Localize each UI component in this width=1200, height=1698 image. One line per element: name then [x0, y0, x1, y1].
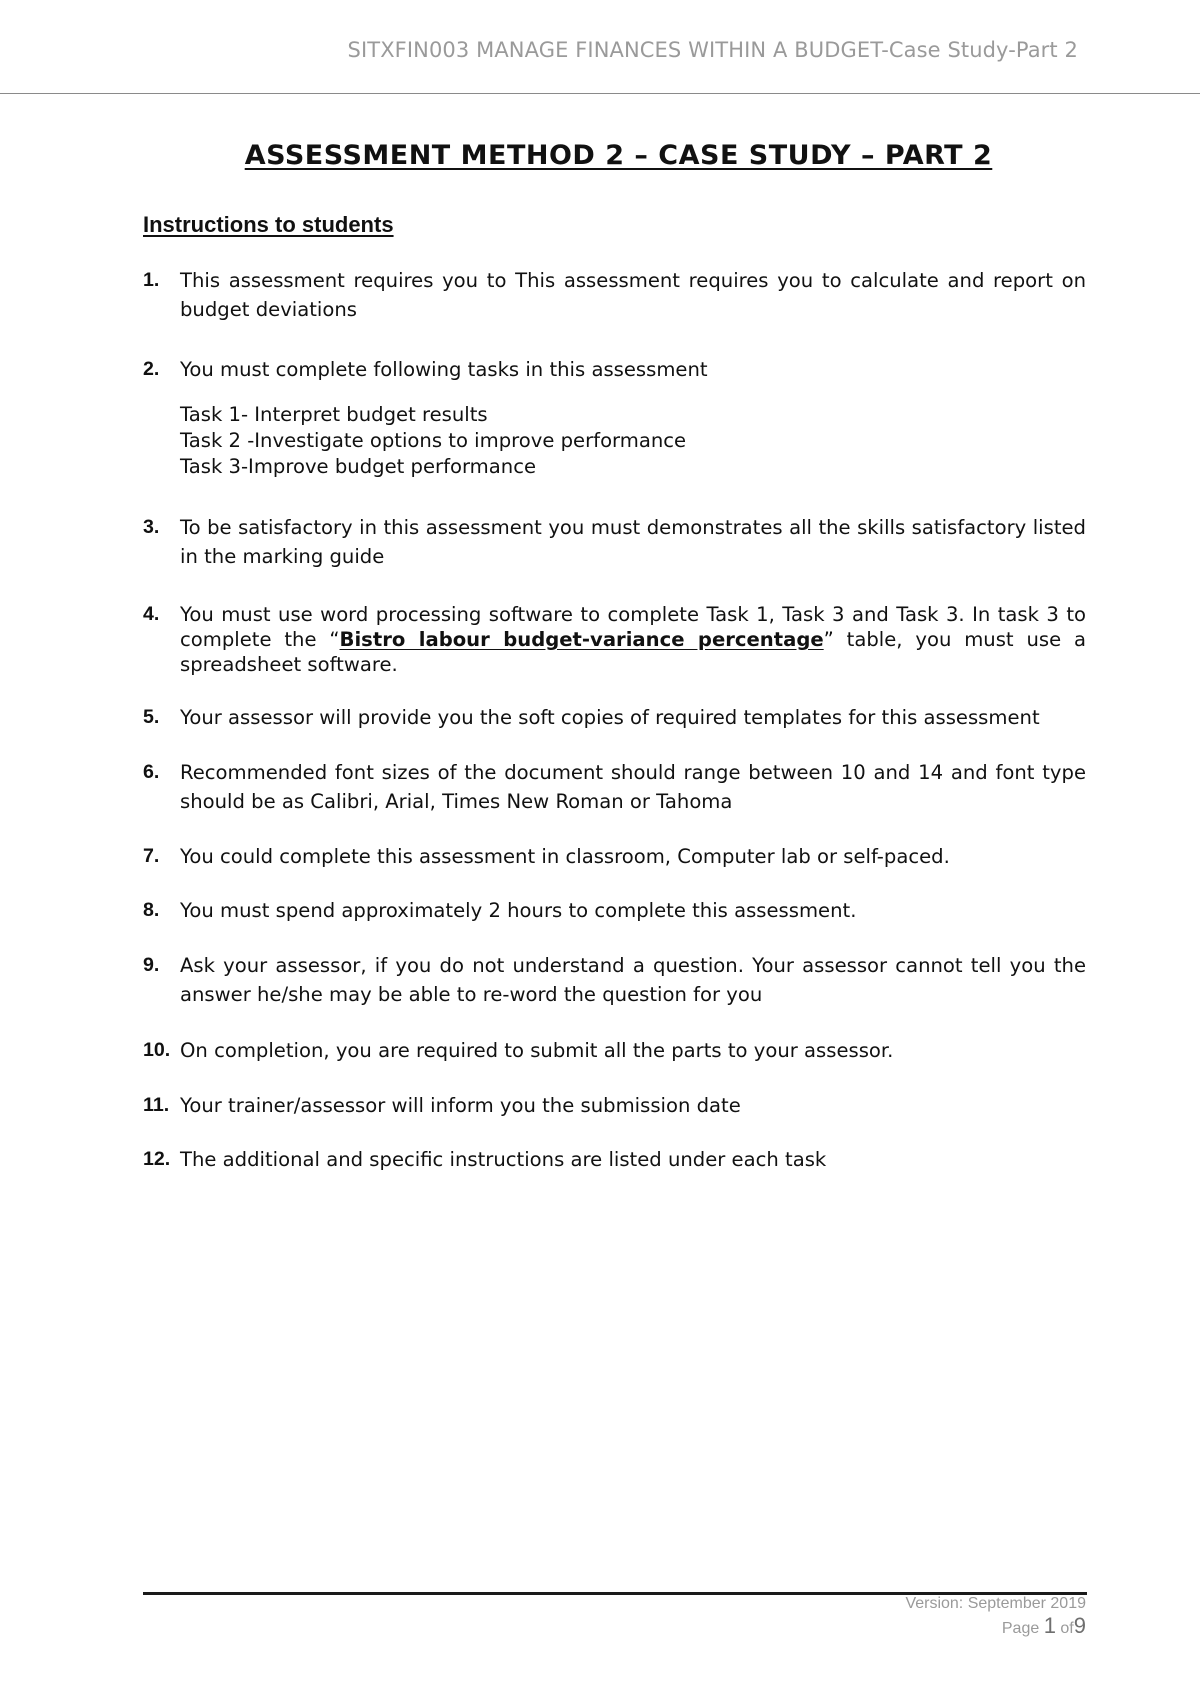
item-number: 2.	[143, 358, 160, 380]
instruction-item	[143, 1091, 1086, 1120]
section-heading: Instructions to students	[143, 212, 394, 237]
item-number: 1.	[143, 269, 160, 291]
item-number: 7.	[143, 845, 160, 867]
item-number: 9.	[143, 954, 160, 976]
item-number: 12.	[143, 1148, 171, 1170]
item-number: 8.	[143, 899, 160, 921]
instruction-item	[143, 1145, 1086, 1174]
task-list	[180, 402, 1086, 480]
task-line: Task 1- Interpret budget results	[180, 403, 488, 426]
item-text: You must spend approximately 2 hours to complete this assessment.	[180, 899, 857, 922]
task-line: Task 2 -Investigate options to improve performance	[180, 429, 687, 452]
item-text: Recommended font sizes of the document should range between 10 and 14 and font type should be as Calibri, Arial, Times New Roman or Tahoma	[180, 761, 1086, 813]
item-text: Ask your assessor, if you do not understand a question. Your assessor cannot tell you the answer he/she may be able to re-word the question for you	[180, 954, 1086, 1006]
page-label: Page	[1001, 1620, 1040, 1637]
task-line: Task 3-Improve budget performance	[180, 455, 537, 478]
page-current: 1	[1043, 1613, 1056, 1638]
page-number	[1002, 1613, 1086, 1639]
item-text: You must complete following tasks in this assessment	[180, 358, 708, 381]
item-number: 11.	[143, 1094, 170, 1116]
item-number: 4.	[143, 603, 160, 625]
item-text: This assessment requires you to This assessment requires you to calculate and report on budget deviations	[180, 269, 1086, 321]
item-number: 5.	[143, 706, 160, 728]
instruction-item	[143, 951, 1086, 1009]
instruction-item	[143, 266, 1086, 324]
header-divider	[0, 93, 1200, 94]
document-title: ASSESSMENT METHOD 2 – CASE STUDY – PART 2	[244, 140, 993, 171]
instruction-item	[143, 513, 1086, 571]
item-text-part: You must use word processing software to complete Task 1, Task 3 and Task 3. In task 3 to complete the “	[180, 603, 1086, 651]
item-text: To be satisfactory in this assessment you must demonstrates all the skills satisfactory listed in the marking guide	[180, 516, 1086, 568]
item-text: On completion, you are required to submit all the parts to your assessor.	[180, 1039, 894, 1062]
item-number: 6.	[143, 761, 160, 783]
page-of-label: of	[1060, 1620, 1074, 1637]
instruction-item	[143, 1036, 1086, 1065]
item-text	[180, 602, 1086, 677]
instruction-item	[143, 758, 1086, 816]
item-text: The additional and specific instructions are listed under each task	[180, 1148, 827, 1171]
template-name-highlight: Bistro labour budget-variance percentage	[339, 628, 824, 651]
item-text-part: ” table, you must use a spreadsheet software.	[180, 628, 1086, 676]
item-number: 3.	[143, 516, 160, 538]
instruction-item	[143, 602, 1086, 677]
instruction-item	[143, 355, 1086, 480]
instruction-item	[143, 703, 1086, 732]
item-text: You could complete this assessment in classroom, Computer lab or self-paced.	[180, 845, 950, 868]
instruction-item	[143, 896, 1086, 925]
item-text: Your trainer/assessor will inform you the submission date	[180, 1094, 741, 1117]
page-total: 9	[1073, 1613, 1086, 1638]
item-number: 10.	[143, 1039, 171, 1061]
page-header: SITXFIN003 MANAGE FINANCES WITHIN A BUDGET-Case Study-Part 2	[347, 38, 1078, 62]
version-label: Version: September 2019	[905, 1595, 1086, 1612]
item-text: Your assessor will provide you the soft copies of required templates for this assessment	[180, 706, 1040, 729]
instruction-item	[143, 842, 1086, 871]
